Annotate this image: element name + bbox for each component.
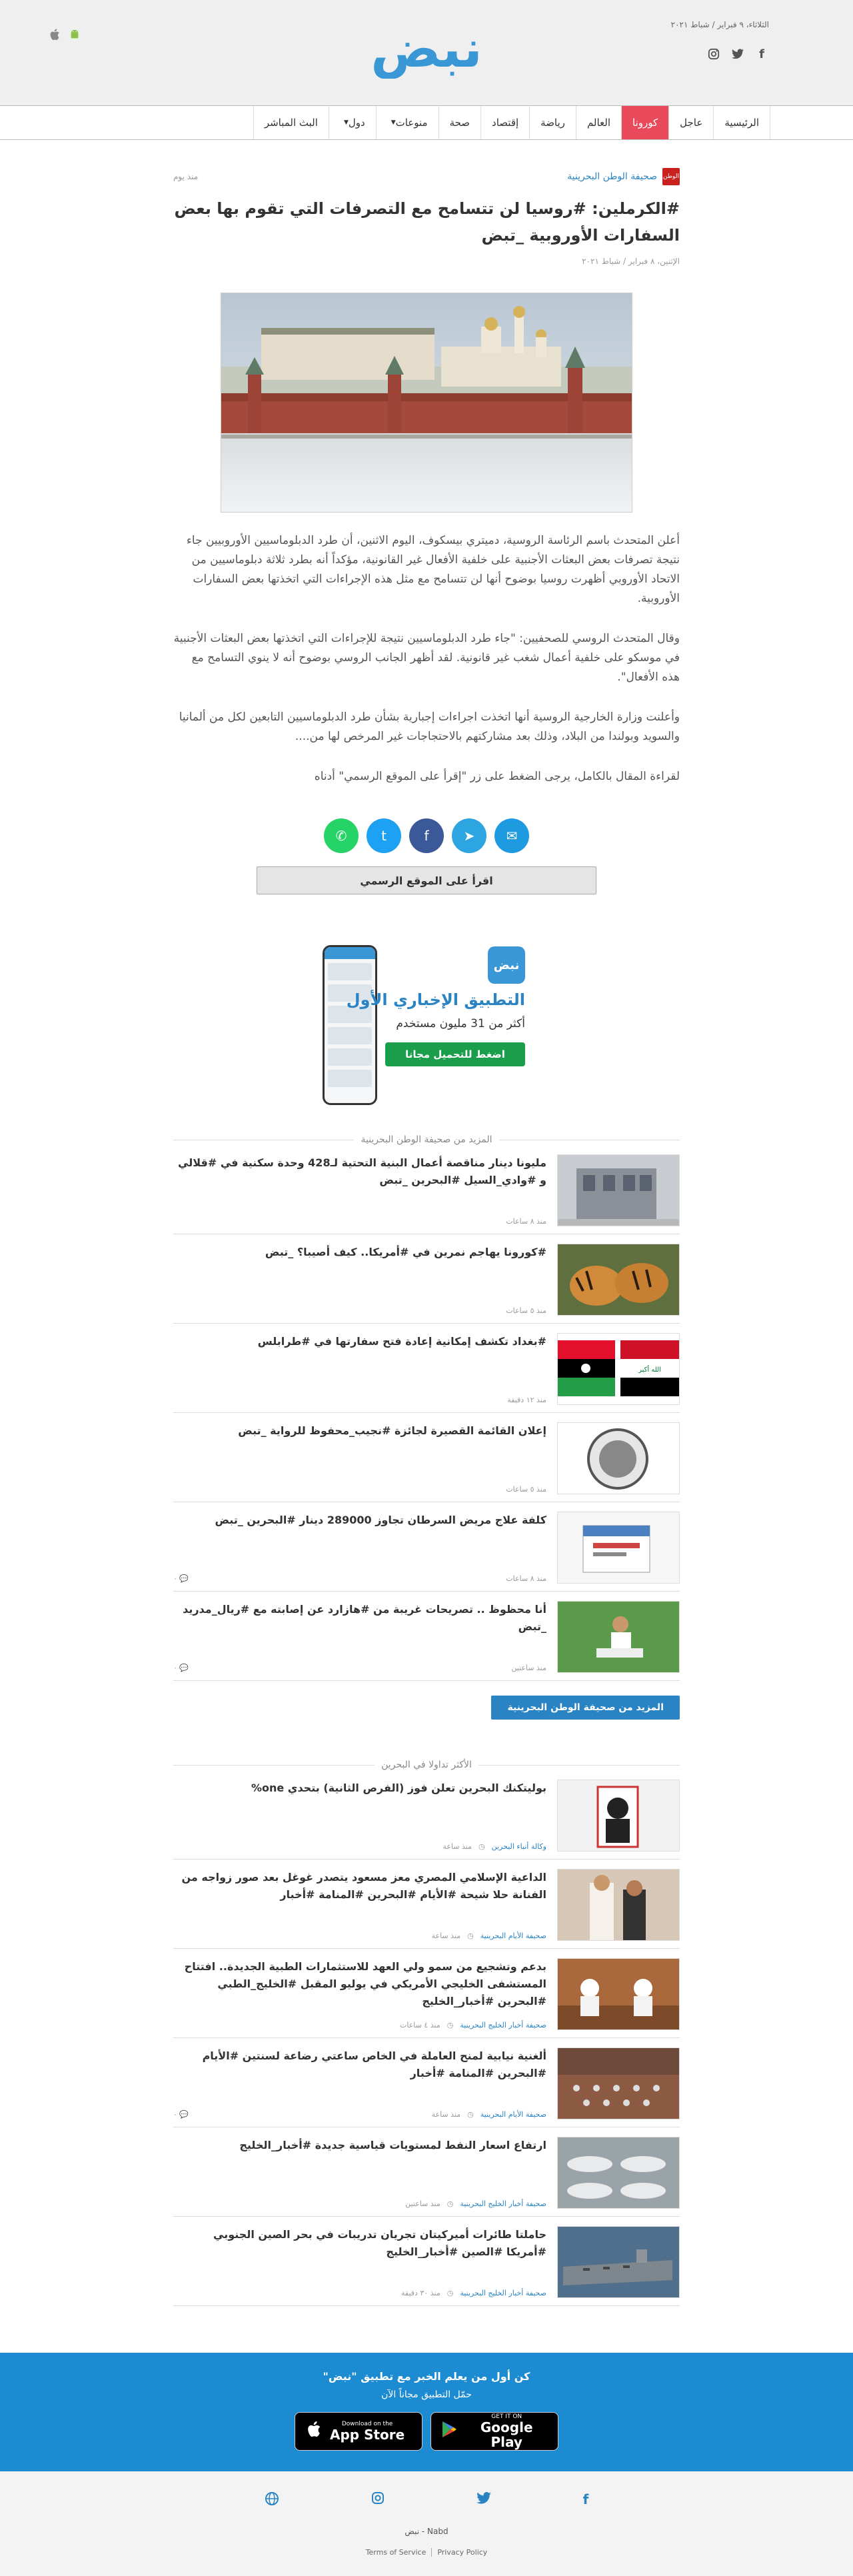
nav-item-label: البث المباشر	[264, 117, 318, 129]
nav-item[interactable]	[253, 106, 329, 139]
news-meta	[405, 2199, 546, 2208]
promo-subtitle: أكثر من 31 مليون مستخدم	[396, 1017, 525, 1030]
footer	[0, 2471, 853, 2576]
news-thumbnail[interactable]	[557, 1244, 680, 1316]
news-meta	[400, 2021, 546, 2029]
news-list-item[interactable]	[173, 1234, 680, 1324]
footer-site-name: Nabd - نبض	[405, 2527, 448, 2536]
chevron-down-icon: ▼	[343, 119, 349, 126]
phone-mockup	[323, 945, 377, 1105]
article-paragraph: أعلن المتحدث باسم الرئاسة الروسية، دميتري بيسكوف، اليوم الاثنين، أن طرد الدبلوماسيين الأوروبيين جاء نتيجة تصرفات بعض البعثات الأجنبية على خلفية الأفعال غير القانونية، مؤكداً أنه بطرد ثلاثة دبلوماسيين من الاتحاد الأوروبي أظهرت روسيا بوضوح أنها لن تتسامح مع مثل هذه الإجراءات التي اتخذتها بعض السفارات الأوروبية.	[186, 534, 680, 605]
promo-download-button[interactable]: اضغط للتحميل مجانا	[385, 1042, 525, 1066]
news-info	[173, 1780, 546, 1851]
news-meta	[432, 2110, 546, 2119]
news-thumbnail[interactable]	[557, 1601, 680, 1673]
clock-icon: ◷	[478, 1842, 485, 1851]
header-apps	[48, 28, 81, 41]
news-list-item[interactable]	[173, 2038, 680, 2127]
most-traded-heading: الأكثر تداولا في البحرين	[173, 1760, 680, 1770]
news-meta	[511, 1664, 546, 1672]
privacy-link[interactable]: Privacy Policy	[437, 2548, 488, 2557]
comment-icon: 💬	[177, 1574, 189, 1583]
news-meta	[442, 1842, 546, 1851]
news-meta	[506, 1574, 546, 1583]
main-content	[173, 163, 680, 2306]
comment-icon: 💬	[177, 1664, 189, 1672]
news-info	[173, 1244, 546, 1315]
news-title[interactable]: #كورونا يهاجم نمرين في #أمريكا.. كيف أصيبا؟ _تبض	[265, 1246, 546, 1258]
news-time: منذ ٣٠ دقيقة	[401, 2289, 440, 2297]
news-meta	[506, 1217, 546, 1226]
article-paragraph: وأعلنت وزارة الخارجية الروسية أنها اتخذت اجراءات إجبارية بشأن طرد الدبلوماسيين التابعين لكل من ألمانيا والسويد وبولندا من البلاد، وذلك بعد مشاركتهم بالاحتجاجات غير المرخص لها من....	[179, 710, 680, 743]
news-source[interactable]: صحيفة الأيام البحرينية	[480, 2110, 546, 2119]
clock-icon: ◷	[446, 2289, 454, 2297]
news-thumbnail[interactable]	[557, 1869, 680, 1941]
news-source[interactable]: صحيفة أخبار الخليج البحرينية	[460, 2289, 546, 2297]
facebook-icon[interactable]: f	[582, 2491, 589, 2507]
nav-item-label: عاجل	[680, 117, 703, 129]
svg-text:نبض: نبض	[371, 19, 482, 79]
clock-icon: ◷	[446, 2199, 454, 2208]
news-meta	[507, 1396, 546, 1404]
footer-app-banner	[0, 2353, 853, 2471]
nav-item-label: العالم	[586, 117, 611, 129]
twitter-icon[interactable]	[730, 47, 745, 61]
globe-icon[interactable]	[265, 2491, 279, 2509]
clock-icon: ◷	[467, 2110, 474, 2119]
nav-item[interactable]	[576, 106, 621, 139]
footer-line2: حمّل التطبيق مجاناً الآن	[381, 2389, 472, 2400]
news-title[interactable]: كلفة علاج مريض السرطان تجاوز 289000 دينار #البحرين _تبض	[215, 1514, 546, 1526]
google-play-icon	[440, 2421, 458, 2443]
news-source[interactable]: صحيفة أخبار الخليج البحرينية	[460, 2199, 546, 2208]
nav-item[interactable]	[329, 106, 376, 139]
news-list-item[interactable]	[173, 1502, 680, 1592]
nav-item-label: الرئيسية	[724, 117, 759, 129]
comment-count: ٠	[173, 2110, 177, 2119]
email-share-icon[interactable]: ✉	[494, 818, 529, 853]
more-from-source-list	[173, 1145, 680, 1681]
more-from-source-button[interactable]: المزيد من صحيفة الوطن البحرينية	[491, 1696, 680, 1720]
news-thumbnail[interactable]	[557, 2226, 680, 2298]
nav-item[interactable]	[529, 106, 576, 139]
twitter-icon[interactable]	[476, 2491, 491, 2509]
app-promo-banner[interactable]	[320, 942, 533, 1109]
news-list-item[interactable]	[173, 1324, 680, 1413]
apple-icon[interactable]	[48, 28, 61, 41]
telegram-share-icon[interactable]: ➤	[452, 818, 486, 853]
news-time: منذ ٨ ساعات	[506, 1574, 546, 1583]
source-name[interactable]: صحيفة الوطن البحرينية	[567, 171, 657, 182]
news-time: منذ ساعة	[442, 1842, 472, 1851]
news-list-item[interactable]	[173, 1949, 680, 2038]
twitter-share-icon[interactable]: t	[367, 818, 401, 853]
facebook-share-icon[interactable]: f	[409, 818, 444, 853]
news-info	[173, 1422, 546, 1494]
news-title[interactable]: بوليتكنك البحرين تعلن فوز (الفرص الثانية) بتحدي one%	[251, 1782, 546, 1794]
news-time: منذ ساعتين	[405, 2199, 440, 2208]
news-info	[173, 1869, 546, 1940]
news-source[interactable]: صحيفة أخبار الخليج البحرينية	[460, 2021, 546, 2029]
news-comment-count[interactable]	[173, 2110, 189, 2119]
news-info	[173, 1601, 546, 1672]
news-info	[173, 2047, 546, 2119]
app-store-button[interactable]: Download on the App Store	[295, 2412, 423, 2451]
news-title[interactable]: إعلان القائمة القصيرة لجائزة #نجيب_محفوظ للرواية _تبض	[238, 1424, 546, 1437]
news-thumbnail[interactable]	[557, 1512, 680, 1584]
source-logo: الوطن	[662, 168, 680, 185]
news-time: منذ ساعة	[431, 2110, 461, 2119]
chevron-down-icon: ▼	[391, 119, 396, 126]
nav-item[interactable]	[376, 106, 438, 139]
header-social	[706, 47, 769, 61]
instagram-icon[interactable]	[706, 47, 721, 61]
article-title: #الكرملين: #روسيا لن تتسامح مع التصرفات التي تقوم بها بعض السفارات الأوروبية _تبض	[174, 199, 680, 245]
promo-app-logo: نبض	[488, 946, 525, 984]
news-info	[173, 1512, 546, 1583]
store-buttons	[0, 2412, 853, 2451]
news-list-item[interactable]	[173, 1860, 680, 1949]
article-time-ago: منذ يوم	[173, 172, 199, 181]
most-traded-list	[173, 1770, 680, 2306]
main-nav	[0, 105, 853, 140]
comment-count: ٠	[173, 1574, 177, 1583]
news-title[interactable]: #بغداد تكشف إمكانية إعادة فتح سفارتها في #طرابلس	[257, 1335, 546, 1348]
article-source-row	[173, 163, 680, 190]
nav-item[interactable]	[438, 106, 480, 139]
article-paragraph: وقال المتحدث الروسي للصحفيين: "جاء طرد الدبلوماسيين نتيجة للإجراءات التي اتخذتها بعض البعثات الأجنبية في موسكو على خلفية أعمال شغب غير قانونية. لقد أظهر الجانب الروسي بوضوح أنه لا ينوي التسامح مع هذه الأفعال".	[173, 632, 680, 684]
nabd-logo[interactable]	[360, 19, 493, 79]
clock-icon: ◷	[446, 2021, 454, 2029]
comment-icon: 💬	[177, 2110, 189, 2119]
footer-links	[0, 2548, 853, 2557]
news-title[interactable]: حاملتا طائرات أميركيتان تجريان تدريبات في بحر الصين الجنوبي #أمريكا #الصين #أخبار_الخليج	[213, 2228, 546, 2258]
news-info	[173, 1154, 546, 1226]
nav-item-label: إقتصاد	[492, 117, 519, 129]
android-icon[interactable]	[68, 28, 81, 41]
news-list-item[interactable]	[173, 1145, 680, 1234]
comment-count: ٠	[173, 1664, 177, 1672]
read-on-official-site-button[interactable]: اقرأ على الموقع الرسمي	[257, 866, 596, 894]
news-time: منذ ١٢ دقيقة	[507, 1396, 546, 1404]
news-time: منذ ساعتين	[511, 1664, 546, 1672]
nav-item-label: صحة	[449, 117, 470, 129]
share-buttons	[173, 818, 680, 853]
news-title[interactable]: الداعية الإسلامي المصري معز مسعود يتصدر غوغل بعد صور زواجه من الفنانة حلا شيحة #الأيام #البحرين #المنامة #أخبار	[181, 1871, 546, 1901]
news-time: منذ ساعة	[431, 1932, 461, 1940]
news-list-item[interactable]	[173, 1592, 680, 1681]
news-time: منذ ٤ ساعات	[400, 2021, 440, 2029]
nav-item-label: رياضة	[540, 117, 565, 129]
nav-item[interactable]	[713, 106, 770, 139]
news-info	[173, 1333, 546, 1404]
news-comment-count[interactable]	[173, 1574, 189, 1583]
news-thumbnail[interactable]	[557, 2137, 680, 2209]
news-info	[173, 2226, 546, 2297]
nav-item-label: كورونا	[632, 117, 658, 129]
news-source[interactable]: وكالة أنباء البحرين	[491, 1842, 546, 1851]
news-comment-count[interactable]	[173, 1664, 189, 1672]
nav-item-label: دول	[348, 117, 365, 129]
svg-text:الله أكبر: الله أكبر	[638, 1366, 661, 1374]
news-meta	[432, 1932, 546, 1940]
nav-item[interactable]	[621, 106, 668, 139]
more-from-source-heading: المزيد من صحيفة الوطن البحرينية	[173, 1134, 680, 1145]
news-source[interactable]: صحيفة الأيام البحرينية	[480, 1932, 546, 1940]
news-thumbnail[interactable]	[557, 2047, 680, 2119]
nav-item-label: منوعات	[395, 117, 428, 129]
news-thumbnail[interactable]	[557, 1333, 680, 1405]
clock-icon: ◷	[467, 1932, 474, 1940]
news-title[interactable]: بدعم وتشجيع من سمو ولي العهد للاستثمارات الطبية الجديدة.. افتتاح المستشفى الخليجي الأمريكي في يوليو المقبل #الخليج_الطبي #البحرين #أخبار_الخليج	[184, 1960, 546, 2007]
nav-item[interactable]	[480, 106, 529, 139]
news-list-item[interactable]	[173, 1770, 680, 1860]
site-header	[0, 0, 853, 105]
article-image	[221, 293, 632, 513]
news-title[interactable]: ارتفاع اسعار النفط لمستويات قياسية جديدة #أخبار_الخليج	[239, 2139, 546, 2151]
footer-social	[0, 2491, 853, 2509]
whatsapp-share-icon[interactable]: ✆	[324, 818, 359, 853]
article-body	[173, 531, 680, 786]
news-title[interactable]: أنا محظوظ .. تصريحات غريبة من #هازارد عن إصابته مع #ريال_مدريد _تبض	[183, 1603, 546, 1633]
news-info	[173, 2137, 546, 2208]
news-time: منذ ٨ ساعات	[506, 1217, 546, 1226]
article-source[interactable]	[567, 168, 680, 185]
news-info	[173, 1958, 546, 2029]
news-thumbnail[interactable]	[557, 1958, 680, 2030]
news-meta	[506, 1485, 546, 1494]
news-meta	[401, 2289, 546, 2297]
news-time: منذ ٥ ساعات	[506, 1485, 546, 1494]
instagram-icon[interactable]	[371, 2491, 385, 2509]
header-date: الثلاثاء، ٩ فبراير / شباط ٢٠٢١	[670, 20, 769, 29]
news-thumbnail[interactable]	[557, 1422, 680, 1494]
terms-link[interactable]: Terms of Service	[365, 2548, 426, 2557]
google-play-button[interactable]: GET IT ON Google Play	[430, 2412, 558, 2451]
article-date: الإثنين، ٨ فبراير / شباط ٢٠٢١	[582, 257, 680, 266]
footer-line1: كن أول من يعلم الخبر مع تطبيق "نبض"	[323, 2370, 530, 2383]
promo-title: التطبيق الإخباري الأول	[346, 990, 525, 1009]
news-list-item[interactable]	[173, 1413, 680, 1502]
news-title[interactable]: ألغنية نيابية لمنح العاملة في الخاص ساعتي رضاعة لسنتين #الأيام #البحرين #المنامة #أخبار	[202, 2049, 546, 2079]
facebook-icon[interactable]: f	[759, 47, 764, 61]
article-paragraph: لقراءة المقال بالكامل، يرجى الضغط على زر "إقرأ على الموقع الرسمي" أدناه	[314, 770, 680, 783]
news-time: منذ ٥ ساعات	[506, 1306, 546, 1315]
apple-icon	[305, 2421, 323, 2443]
news-title[interactable]: مليونا دينار مناقصة أعمال البنية التحتية لـ428 وحدة سكنية في #قلالي و #وادي_السيل #البحرين _تبض	[178, 1156, 546, 1186]
news-list-item[interactable]	[173, 2217, 680, 2306]
news-list-item[interactable]	[173, 2127, 680, 2217]
nav-item[interactable]	[668, 106, 713, 139]
news-meta	[506, 1306, 546, 1315]
news-thumbnail[interactable]	[557, 1154, 680, 1226]
news-thumbnail[interactable]	[557, 1780, 680, 1852]
